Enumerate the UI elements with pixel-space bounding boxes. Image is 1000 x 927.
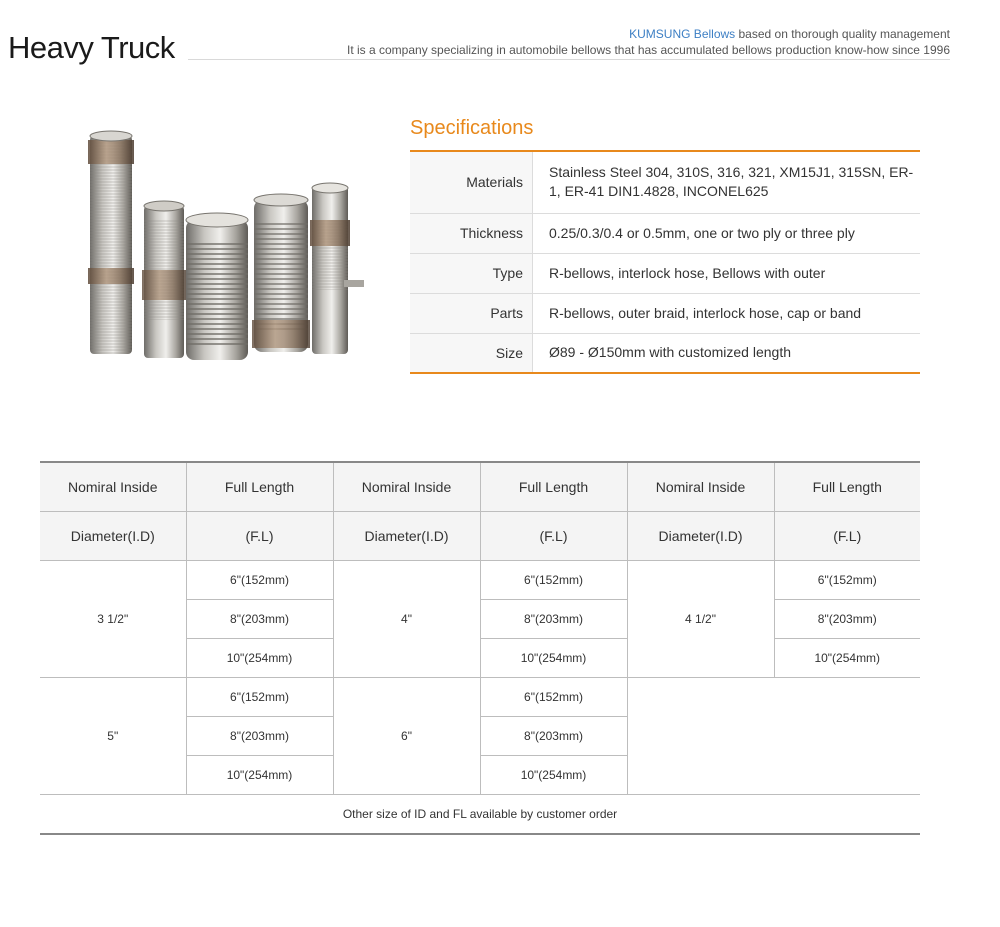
table-note: Other size of ID and FL available by customer order xyxy=(40,795,920,835)
empty-cell xyxy=(627,678,920,795)
spec-key: Thickness xyxy=(410,213,533,253)
brand-name: KUMSUNG Bellows xyxy=(629,27,736,41)
page-title: Heavy Truck xyxy=(8,30,175,65)
length-cell: 6"(152mm) xyxy=(186,678,333,717)
length-cell: 10"(254mm) xyxy=(186,639,333,678)
header-cell: (F.L) xyxy=(480,512,627,561)
spec-row-type xyxy=(410,253,920,293)
spec-row-materials xyxy=(410,151,920,213)
diameter-cell: 3 1/2" xyxy=(40,561,186,678)
header-cell: (F.L) xyxy=(774,512,920,561)
length-cell: 8"(203mm) xyxy=(186,717,333,756)
spec-key: Type xyxy=(410,253,533,293)
length-cell: 6"(152mm) xyxy=(480,561,627,600)
specifications-title: Specifications xyxy=(410,117,534,139)
length-cell: 10"(254mm) xyxy=(774,639,920,678)
spec-key: Parts xyxy=(410,293,533,333)
spec-key: Size xyxy=(410,333,533,373)
tagline-text: based on thorough quality management xyxy=(735,27,950,41)
note-row xyxy=(40,795,920,835)
header-cell: Diameter(I.D) xyxy=(40,512,186,561)
table-row xyxy=(40,561,920,600)
header-cell: Nomiral Inside xyxy=(40,462,186,512)
product-photo xyxy=(78,120,368,372)
tagline-description: It is a company specializing in automobile bellows that has accumulated bellows production know-how since 1996 xyxy=(347,43,950,57)
spec-value: 0.25/0.3/0.4 or 0.5mm, one or two ply or three ply xyxy=(533,213,921,253)
header-divider xyxy=(188,59,950,60)
header-cell: Full Length xyxy=(186,462,333,512)
diameter-cell: 4 1/2" xyxy=(627,561,774,678)
header-cell: Nomiral Inside xyxy=(627,462,774,512)
length-cell: 6"(152mm) xyxy=(186,561,333,600)
length-cell: 10"(254mm) xyxy=(480,639,627,678)
spec-value: Ø89 - Ø150mm with customized length xyxy=(549,344,791,361)
header-cell: Nomiral Inside xyxy=(333,462,480,512)
header-cell: Full Length xyxy=(480,462,627,512)
size-table xyxy=(40,461,920,835)
spec-key: Materials xyxy=(410,151,533,213)
size-header-row-1 xyxy=(40,462,920,512)
length-cell: 6"(152mm) xyxy=(774,561,920,600)
header-cell: Diameter(I.D) xyxy=(333,512,480,561)
diameter-cell: 4" xyxy=(333,561,480,678)
spec-value: Stainless Steel 304, 310S, 316, 321, XM15J1, 315SN, ER-1, ER-41 DIN1.4828, INCONEL625 xyxy=(533,151,921,213)
spec-value: R-bellows, interlock hose, Bellows with outer xyxy=(533,253,921,293)
length-cell: 10"(254mm) xyxy=(480,756,627,795)
company-tagline xyxy=(347,26,950,58)
spec-row-size xyxy=(410,333,920,373)
spec-row-parts xyxy=(410,293,920,333)
length-cell: 10"(254mm) xyxy=(186,756,333,795)
table-row xyxy=(40,678,920,717)
header-cell: Full Length xyxy=(774,462,920,512)
length-cell: 8"(203mm) xyxy=(480,717,627,756)
length-cell: 8"(203mm) xyxy=(186,600,333,639)
header-cell: Diameter(I.D) xyxy=(627,512,774,561)
diameter-cell: 6" xyxy=(333,678,480,795)
length-cell: 6"(152mm) xyxy=(480,678,627,717)
diameter-cell: 5" xyxy=(40,678,186,795)
spec-value: R-bellows, outer braid, interlock hose, cap or band xyxy=(533,293,921,333)
specifications-table xyxy=(410,150,920,374)
length-cell: 8"(203mm) xyxy=(480,600,627,639)
spec-row-thickness xyxy=(410,213,920,253)
header-cell: (F.L) xyxy=(186,512,333,561)
length-cell: 8"(203mm) xyxy=(774,600,920,639)
size-header-row-2 xyxy=(40,512,920,561)
